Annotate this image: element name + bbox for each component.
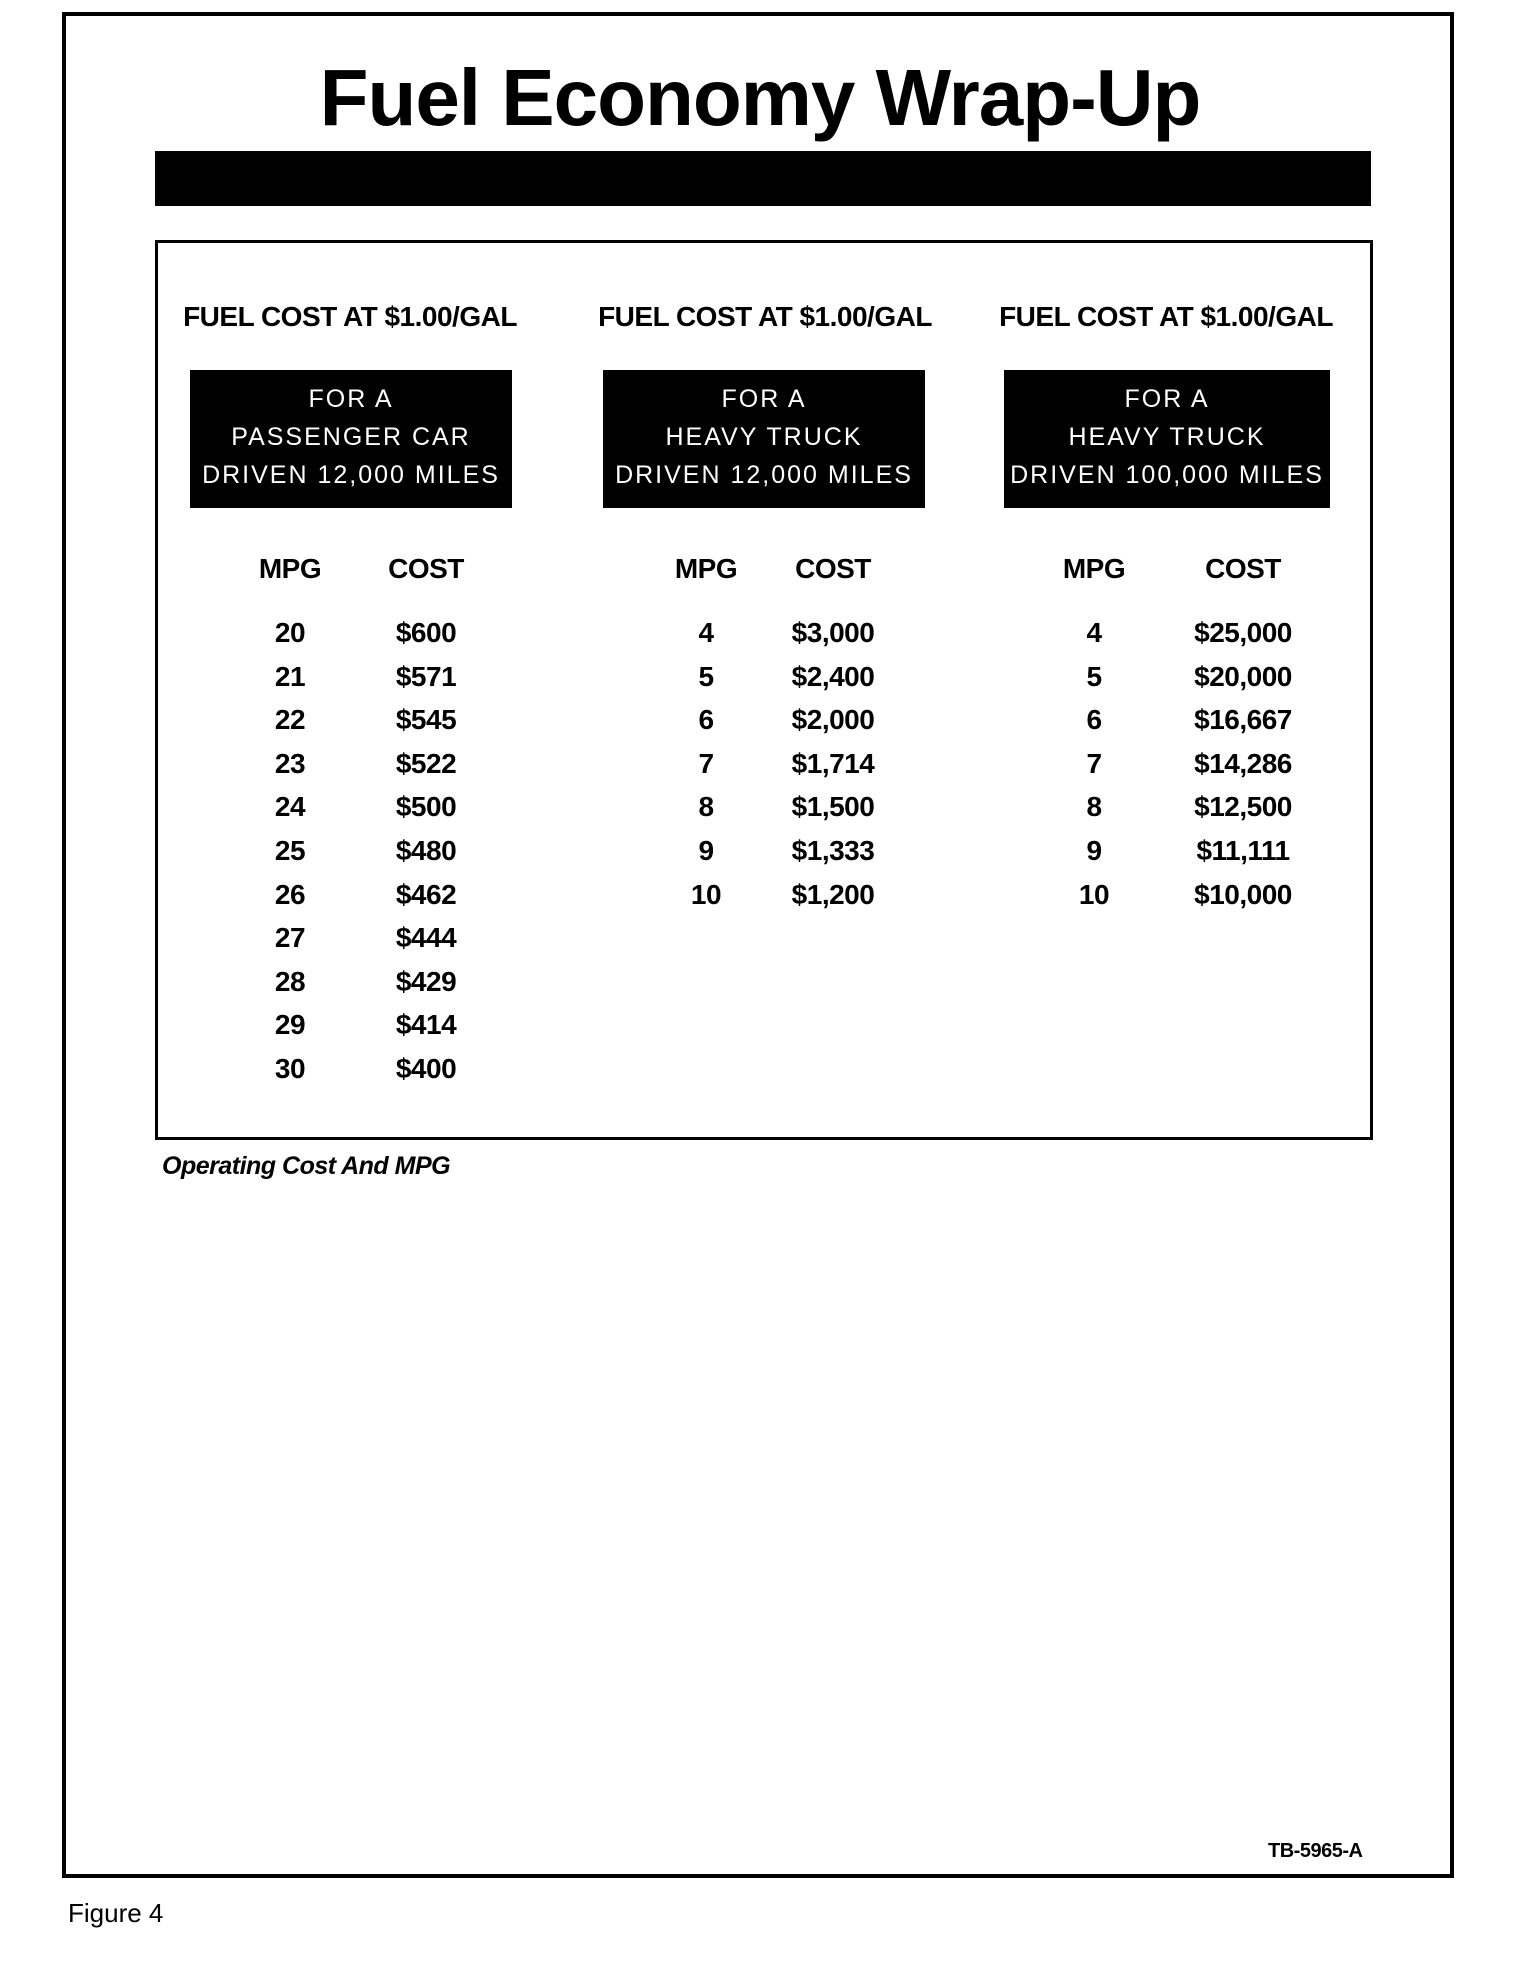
vehicle-label-box xyxy=(1004,370,1330,508)
mpg-column-header: MPG xyxy=(674,553,738,584)
mpg-cell: 27 xyxy=(274,922,306,954)
cost-cell: $1,333 xyxy=(791,835,875,866)
cost-cell: $2,400 xyxy=(791,660,875,692)
vehicle-label-line: DRIVEN 12,000 MILES xyxy=(615,461,913,489)
cost-column-header: COST xyxy=(795,553,871,584)
cost-cell: $600 xyxy=(395,617,457,648)
vehicle-label-line: DRIVEN 100,000 MILES xyxy=(1010,461,1324,489)
mpg-cell: 9 xyxy=(698,835,714,866)
vehicle-label-line: HEAVY TRUCK xyxy=(1068,423,1266,451)
vehicle-label-box xyxy=(603,370,925,508)
cost-cell: $462 xyxy=(395,878,457,910)
cost-cell: $480 xyxy=(395,835,457,866)
mpg-cell: 29 xyxy=(274,1009,306,1041)
cost-cell: $2,000 xyxy=(791,704,875,736)
mpg-cell: 22 xyxy=(274,704,306,736)
mpg-cell: 4 xyxy=(1086,617,1102,648)
mpg-cell: 28 xyxy=(274,965,306,997)
title-rule-bar xyxy=(155,151,1371,206)
mpg-cell: 24 xyxy=(274,791,306,823)
cost-cell: $571 xyxy=(395,660,457,692)
mpg-cell: 26 xyxy=(274,878,306,910)
mpg-cell: 8 xyxy=(1086,791,1102,823)
vehicle-label-line: DRIVEN 12,000 MILES xyxy=(202,461,500,489)
table-heading: FUEL COST AT $1.00/GAL xyxy=(598,301,932,332)
vehicle-label-line: FOR A xyxy=(1124,385,1210,413)
vehicle-label-box xyxy=(190,370,512,508)
mpg-cell: 5 xyxy=(698,660,714,692)
vehicle-label-line: HEAVY TRUCK xyxy=(665,423,863,451)
cost-cell: $20,000 xyxy=(1194,660,1292,692)
mpg-column-header: MPG xyxy=(1062,553,1126,584)
cost-cell: $14,286 xyxy=(1194,747,1292,779)
cost-cell: $522 xyxy=(395,747,457,779)
cost-cell: $429 xyxy=(395,965,457,997)
mpg-cell: 9 xyxy=(1086,835,1102,866)
cost-cell: $1,500 xyxy=(791,791,875,823)
table-heading: FUEL COST AT $1.00/GAL xyxy=(999,301,1333,332)
document-code: TB-5965-A xyxy=(1268,1840,1363,1862)
cost-cell: $414 xyxy=(395,1009,457,1041)
cost-cell: $11,111 xyxy=(1196,835,1290,866)
cost-cell: $16,667 xyxy=(1194,704,1292,736)
table-heading: FUEL COST AT $1.00/GAL xyxy=(183,301,517,332)
mpg-cell: 7 xyxy=(1086,747,1102,779)
mpg-cell: 6 xyxy=(698,704,714,736)
figure-label: Figure 4 xyxy=(68,1898,164,1928)
cost-cell: $3,000 xyxy=(791,617,875,648)
figure-caption: Operating Cost And MPG xyxy=(162,1152,451,1180)
cost-cell: $545 xyxy=(395,704,457,736)
cost-cell: $1,714 xyxy=(791,747,875,779)
mpg-cell: 23 xyxy=(274,747,306,779)
mpg-cell: 10 xyxy=(690,878,722,910)
mpg-cell: 21 xyxy=(274,660,306,692)
cost-column-header: COST xyxy=(1205,553,1281,584)
cost-cell: $500 xyxy=(395,791,457,823)
page-title: Fuel Economy Wrap-Up xyxy=(319,53,1201,142)
mpg-cell: 4 xyxy=(698,617,714,648)
cost-cell: $400 xyxy=(395,1053,457,1084)
cost-cell: $1,200 xyxy=(791,878,875,910)
cost-cell: $25,000 xyxy=(1194,617,1292,648)
mpg-cell: 8 xyxy=(698,791,714,823)
cost-cell: $10,000 xyxy=(1194,878,1292,910)
mpg-cell: 6 xyxy=(1086,704,1102,736)
mpg-cell: 20 xyxy=(274,617,306,648)
fuel-cost-tables xyxy=(155,240,1373,1140)
cost-column-header: COST xyxy=(388,553,464,584)
vehicle-label-line: PASSENGER CAR xyxy=(231,423,471,451)
mpg-cell: 30 xyxy=(274,1053,306,1084)
mpg-cell: 7 xyxy=(698,747,714,779)
mpg-column-header: MPG xyxy=(258,553,322,584)
vehicle-label-line: FOR A xyxy=(721,385,807,413)
vehicle-label-line: FOR A xyxy=(308,385,394,413)
cost-cell: $444 xyxy=(395,922,457,954)
mpg-cell: 25 xyxy=(274,835,306,866)
mpg-cell: 10 xyxy=(1078,878,1110,910)
mpg-cell: 5 xyxy=(1086,660,1102,692)
cost-cell: $12,500 xyxy=(1194,791,1292,823)
